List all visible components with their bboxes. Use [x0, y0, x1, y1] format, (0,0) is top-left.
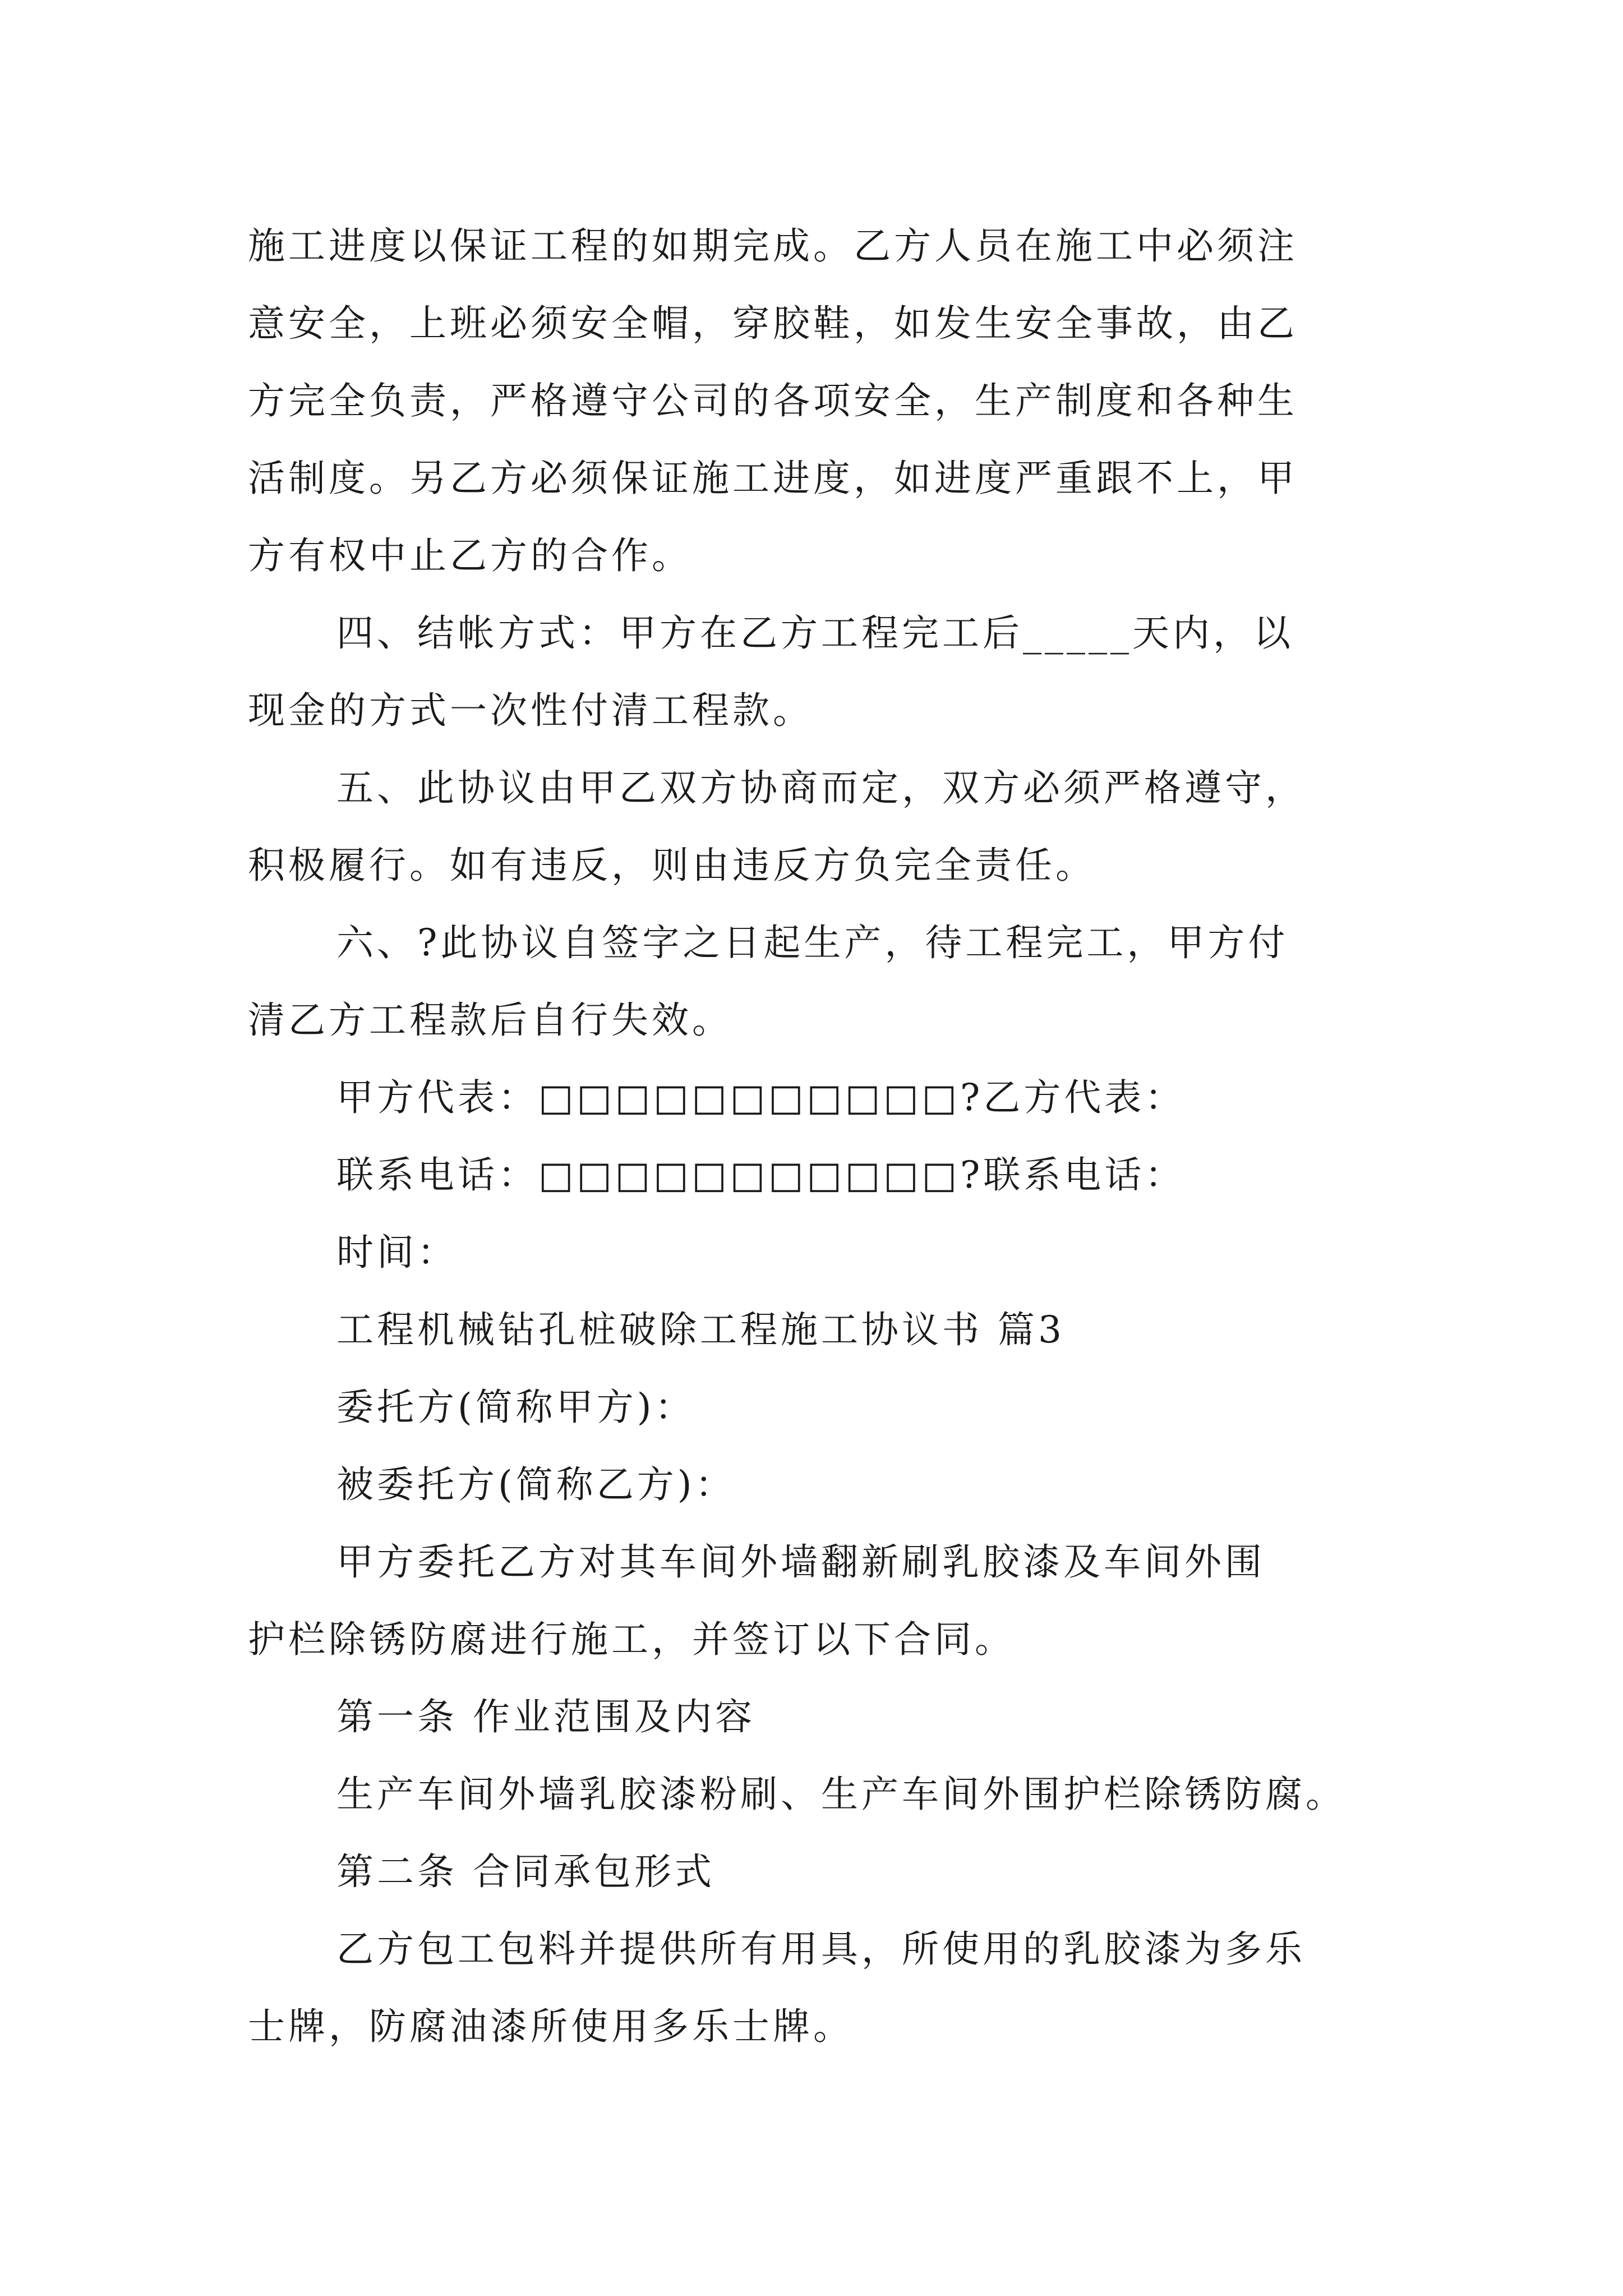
signature-phones: 联系电话：□□□□□□□□□□□?联系电话：: [336, 1153, 1186, 1197]
paragraph-line: 方完全负责，严格遵守公司的各项安全，生产制度和各种生: [248, 379, 1298, 422]
clause-four: 四、结帐方式：甲方在乙方工程完工后_____天内，以: [336, 611, 1294, 655]
paragraph-line: 施工进度以保证工程的如期完成。乙方人员在施工中必须注: [248, 224, 1298, 268]
article-one-body: 生产车间外墙乳胶漆粉刷、生产车间外围护栏除锈防腐。: [336, 1773, 1346, 1816]
intro-paragraph: 甲方委托乙方对其车间外墙翻新刷乳胶漆及车间外围: [336, 1540, 1265, 1584]
paragraph-line: 士牌，防腐油漆所使用多乐士牌。: [248, 2005, 854, 2048]
paragraph-line: 清乙方工程款后自行失效。: [248, 999, 732, 1042]
article-one-heading: 第一条 作业范围及内容: [336, 1695, 755, 1738]
paragraph-line: 活制度。另乙方必须保证施工进度，如进度严重跟不上，甲: [248, 457, 1298, 500]
signature-time: 时间：: [336, 1231, 458, 1274]
article-two-body: 乙方包工包料并提供所有用具，所使用的乳胶漆为多乐: [336, 1927, 1306, 1971]
clause-six: 六、?此协议自签字之日起生产，待工程完工，甲方付: [336, 921, 1289, 964]
document-body: [248, 208, 1375, 2065]
paragraph-line: 护栏除锈防腐进行施工，并签订以下合同。: [248, 1618, 1015, 1661]
signature-representatives: 甲方代表：□□□□□□□□□□□?乙方代表：: [336, 1076, 1186, 1119]
article-two-heading: 第二条 合同承包形式: [336, 1850, 715, 1893]
paragraph-line: 意安全，上班必须安全帽，穿胶鞋，如发生安全事故，由乙: [248, 302, 1298, 345]
party-a-label: 委托方(简称甲方)：: [336, 1386, 695, 1429]
clause-five: 五、此协议由甲乙双方协商而定，双方必须严格遵守，: [336, 766, 1306, 809]
paragraph-line: 积极履行。如有违反，则由违反方负完全责任。: [248, 844, 1096, 887]
section-heading: 工程机械钻孔桩破除工程施工协议书 篇3: [336, 1308, 1065, 1351]
party-b-label: 被委托方(简称乙方)：: [336, 1463, 736, 1506]
paragraph-line: 现金的方式一次性付清工程款。: [248, 689, 813, 732]
paragraph-line: 方有权中止乙方的合作。: [248, 534, 692, 577]
